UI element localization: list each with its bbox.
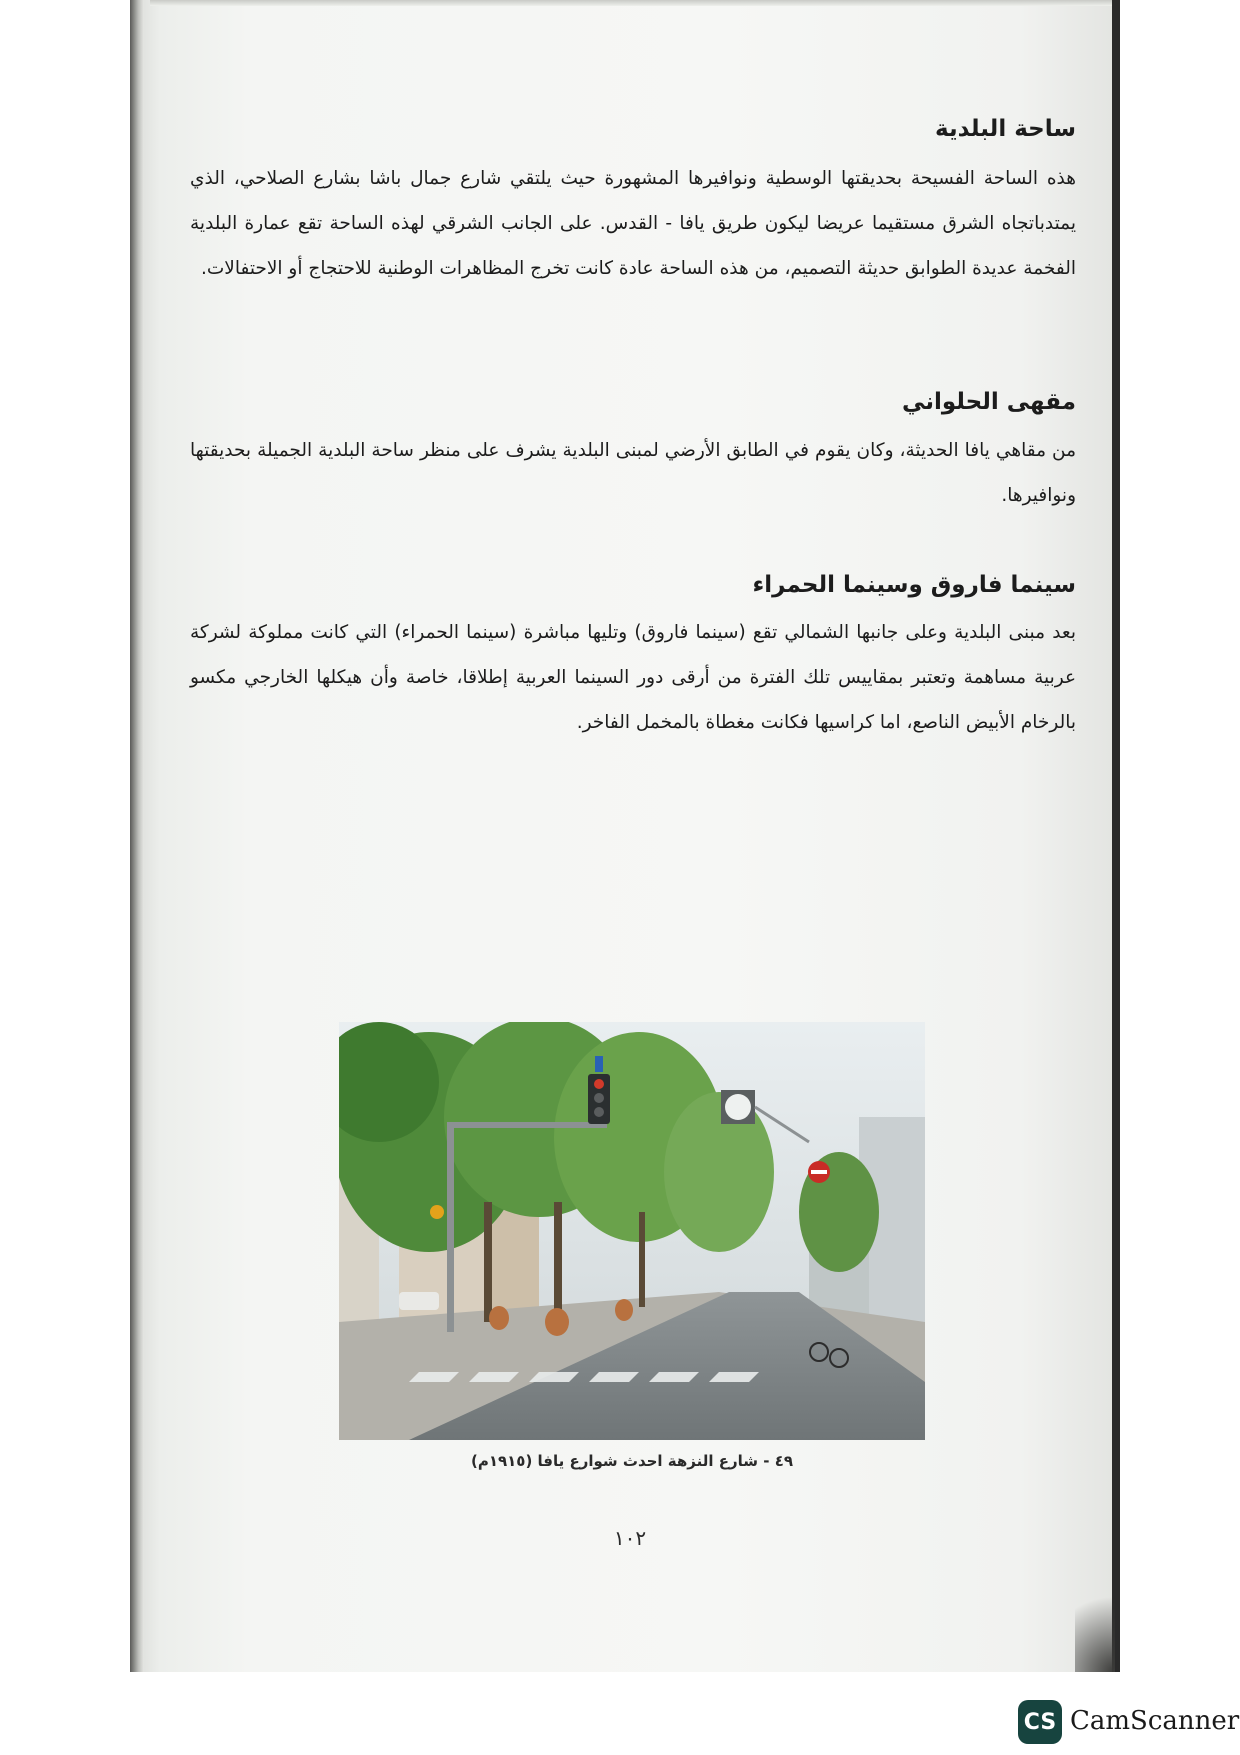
paragraph-text: من مقاهي يافا الحديثة، وكان يقوم في الطابق الأرضي لمبنى البلدية يشرف على منظر ساحة البلدية الجميلة بحديقتها ونوافيرها. bbox=[190, 440, 1076, 506]
section-heading-municipality-square: ساحة البلدية bbox=[935, 116, 1076, 142]
paragraph-text: بعد مبنى البلدية وعلى جانبها الشمالي تقع (سينما فاروق) وتليها مباشرة (سينما الحمراء) التي كانت مملوكة لشركة عربية مساهمة وتعتبر بمقاييس تلك الفترة من أرقى دور السينما العربية إطلاقا، خاصة وأن هيكلها الخارجي مكسو بالرخام الأبيض الناصع، اما كراسيها فكانت مغطاة بالمخمل الفاخر. bbox=[190, 622, 1076, 733]
page-right-edge bbox=[1112, 0, 1120, 1672]
street-photo-illustration bbox=[339, 1022, 925, 1440]
section-paragraph-cinemas bbox=[190, 610, 1076, 745]
figure-caption: ٤٩ - شارع النزهة احدث شوارع يافا (١٩١٥م) bbox=[470, 1452, 793, 1470]
page-corner-shadow bbox=[1075, 1580, 1115, 1672]
camscanner-name: CamScanner bbox=[1070, 1706, 1240, 1736]
paragraph-text: هذه الساحة الفسيحة بحديقتها الوسطية ونوافيرها المشهورة حيث يلتقي شارع جمال باشا بشارع الصلاحي، الذي يمتدباتجاه الشرق مستقيما عريضا ليكون طريق يافا - القدس. على الجانب الشرقي لهذه الساحة تقع عمارة البلدية الفخمة عديدة الطوابق حديثة التصميم، من هذه الساحة عادة كانت تخرج المظاهرات الوطنية للاحتجاج أو الاحتفالات. bbox=[190, 168, 1076, 279]
page-binding-shadow bbox=[130, 0, 144, 1672]
camscanner-logo: CS bbox=[1018, 1700, 1062, 1744]
page-top-edge bbox=[150, 0, 1118, 6]
scan-margin bbox=[0, 0, 130, 1755]
section-paragraph-municipality-square bbox=[190, 156, 1076, 291]
section-heading-cinemas: سينما فاروق وسينما الحمراء bbox=[752, 572, 1076, 598]
section-paragraph-halawani-cafe bbox=[190, 428, 1076, 518]
section-heading-halawani-cafe: مقهى الحلواني bbox=[902, 389, 1076, 415]
page-number: ١٠٢ bbox=[613, 1526, 647, 1550]
street-photo bbox=[339, 1022, 925, 1440]
